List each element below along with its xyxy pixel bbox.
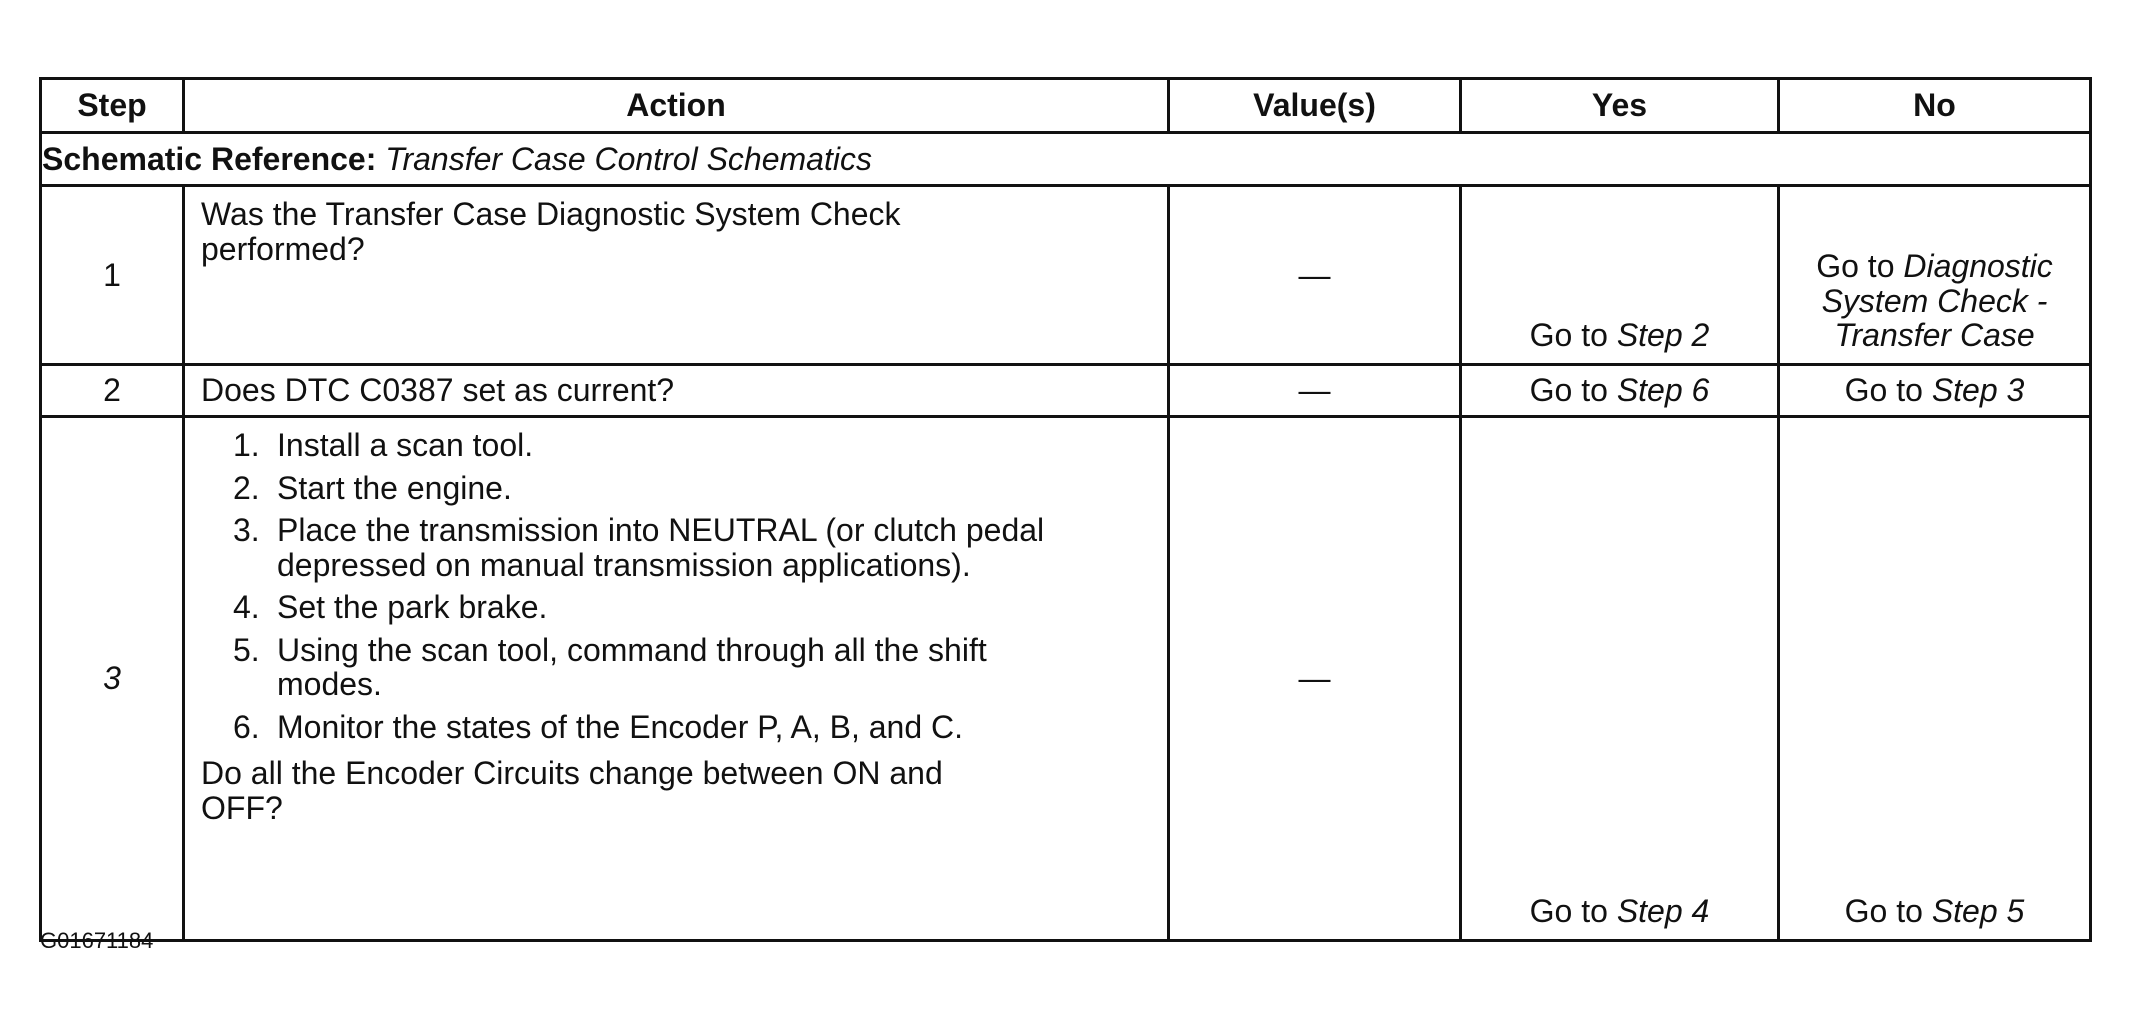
yes-cell: [1461, 365, 1779, 417]
schematic-reference-link[interactable]: Transfer Case Control Schematics: [385, 140, 872, 177]
no-cell: [1779, 186, 2091, 365]
step-number: 2: [41, 365, 184, 417]
header-yes: Yes: [1461, 79, 1779, 133]
value-cell: —: [1169, 365, 1461, 417]
no-cell: [1779, 417, 2091, 941]
substep-number: 5.: [233, 631, 260, 668]
substep-item: [233, 428, 1153, 463]
diagnostic-table: [39, 77, 2092, 942]
figure-id: G01671184: [40, 928, 154, 953]
yes-prefix: Go to: [1529, 317, 1608, 354]
yes-prefix: Go to: [1529, 372, 1608, 409]
yes-target-link[interactable]: Step 4: [1616, 893, 1710, 930]
substep-item: [233, 633, 1153, 702]
substep-text: Install a scan tool.: [277, 427, 534, 463]
substep-text: Start the engine.: [277, 469, 512, 506]
table-row: [41, 417, 2091, 941]
no-cell: [1779, 365, 2091, 417]
action-question: Do all the Encoder Circuits change between ON and OFF?: [201, 755, 943, 826]
no-prefix: Go to: [1844, 372, 1923, 409]
substep-text: Using the scan tool, command through all the shift modes.: [277, 631, 987, 703]
table-row: [41, 365, 2091, 417]
header-action: Action: [184, 79, 1169, 133]
substep-number: 4.: [233, 589, 260, 626]
header-values: Value(s): [1169, 79, 1461, 133]
step-number: 1: [41, 186, 184, 365]
no-target-link[interactable]: Step 3: [1931, 372, 2025, 409]
substep-text: Place the transmission into NEUTRAL (or clutch pedal depressed on manual transmission applications).: [277, 512, 1045, 583]
no-prefix: Go to: [1816, 248, 1895, 285]
substep-text: Monitor the states of the Encoder P, A, B, and C.: [277, 708, 964, 745]
schematic-reference-row: [41, 133, 2091, 186]
step-number: 3: [41, 417, 184, 941]
substep-number: 1.: [233, 427, 260, 463]
substep-item: [233, 471, 1153, 506]
action-cell: [184, 186, 1169, 365]
substep-item: [233, 710, 1153, 745]
value-cell: —: [1169, 186, 1461, 365]
substep-number: 2.: [233, 469, 260, 506]
substep-list: [201, 428, 1153, 744]
header-row: [41, 79, 2091, 133]
yes-target-link[interactable]: Step 2: [1616, 317, 1710, 354]
no-target-link[interactable]: Step 5: [1931, 893, 2025, 930]
header-step: Step: [41, 79, 184, 133]
substep-item: [233, 513, 1153, 582]
yes-target-link[interactable]: Step 6: [1616, 372, 1710, 409]
schematic-reference-cell: [41, 133, 2091, 186]
action-question: Was the Transfer Case Diagnostic System Check performed?: [201, 196, 901, 267]
substep-number: 6.: [233, 708, 260, 745]
table-row: [41, 186, 2091, 365]
action-cell: [184, 365, 1169, 417]
action-question: Does DTC C0387 set as current?: [201, 372, 675, 409]
yes-cell: [1461, 186, 1779, 365]
yes-cell: [1461, 417, 1779, 941]
yes-prefix: Go to: [1529, 893, 1608, 930]
substep-text: Set the park brake.: [277, 589, 548, 626]
no-prefix: Go to: [1844, 893, 1923, 930]
action-cell: [184, 417, 1169, 941]
substep-item: [233, 590, 1153, 625]
schematic-reference-label: Schematic Reference:: [42, 140, 377, 177]
header-no: No: [1779, 79, 2091, 133]
value-cell: —: [1169, 417, 1461, 941]
no-target-link[interactable]: Diagnostic System Check - Transfer Case: [1821, 248, 2053, 354]
substep-number: 3.: [233, 512, 260, 549]
